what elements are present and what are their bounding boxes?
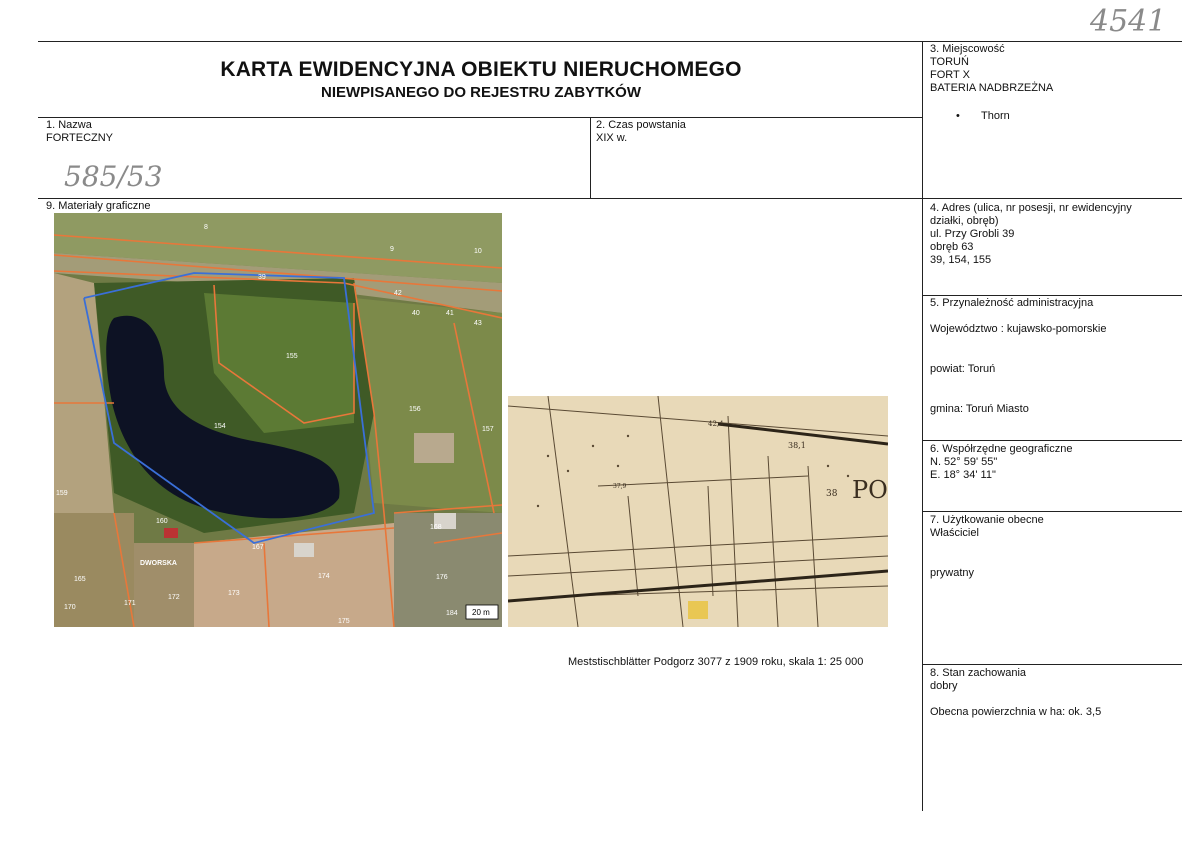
parcel-label: 165 — [74, 576, 86, 583]
parcel-label: 39 — [258, 274, 266, 281]
parcel-label: 42 — [394, 290, 402, 297]
field-address-line: 39, 154, 155 — [930, 254, 992, 266]
parcel-label: 156 — [409, 406, 421, 413]
parcel-label: 40 — [412, 310, 420, 317]
street-label: DWORSKA — [140, 560, 177, 567]
bullet-icon: • — [956, 110, 960, 122]
parcel-label: 43 — [474, 320, 482, 327]
map-caption: Meststischblätter Podgorz 3077 z 1909 roku, skala 1: 25 000 — [568, 656, 864, 668]
field-condition-area: Obecna powierzchnia w ha: ok. 3,5 — [930, 706, 1102, 718]
field-usage-owner-label: Właściciel — [930, 527, 979, 539]
field-locality-line: TORUŃ — [930, 56, 969, 68]
parcel-label: 41 — [446, 310, 454, 317]
map-elevation-label: 38 — [826, 489, 838, 499]
aerial-photo — [54, 213, 502, 627]
parcel-label: 171 — [124, 600, 136, 607]
map-elevation-label: 42,4 — [708, 420, 724, 428]
field-date-label: 2. Czas powstania — [596, 119, 686, 131]
parcel-label: 170 — [64, 604, 76, 611]
top-border — [38, 41, 1182, 42]
field-admin-voivodeship: Województwo : kujawsko-pomorskie — [930, 323, 1107, 335]
parcel-label: 9 — [390, 246, 394, 253]
parcel-label: 155 — [286, 353, 298, 360]
field-admin-county: powiat: Toruń — [930, 363, 996, 375]
column-divider-right — [922, 41, 923, 811]
column-divider-name-date — [590, 117, 591, 198]
field-usage-label: 7. Użytkowanie obecne — [930, 514, 1044, 526]
field-address-line: ul. Przy Grobli 39 — [930, 228, 1015, 240]
header-divider — [38, 117, 922, 118]
divider-4-5 — [922, 295, 1182, 296]
map-elevation-label: 38,1 — [788, 441, 806, 450]
field-coordinates-east: E. 18° 34' 11" — [930, 469, 996, 481]
field-name-value: FORTECZNY — [46, 132, 114, 144]
row-divider — [38, 198, 1182, 199]
field-locality-line: FORT X — [930, 69, 970, 81]
parcel-label: 159 — [56, 490, 68, 497]
field-address-label-2: działki, obręb) — [930, 215, 999, 227]
parcel-label: 175 — [338, 618, 350, 625]
parcel-label: 184 — [446, 610, 458, 617]
map-elevation-label: 37,9 — [613, 483, 627, 490]
divider-7-8 — [922, 664, 1182, 665]
card-title: KARTA EWIDENCYJNA OBIEKTU NIERUCHOMEGO — [220, 58, 742, 81]
field-coordinates-north: N. 52° 59' 55" — [930, 456, 998, 468]
parcel-label: 10 — [474, 248, 482, 255]
historical-map — [508, 396, 888, 627]
parcel-label: 160 — [156, 518, 168, 525]
parcel-label: 174 — [318, 573, 330, 580]
field-condition-state: dobry — [930, 680, 958, 692]
field-graphics-label: 9. Materiały graficzne — [46, 200, 151, 212]
parcel-label: 157 — [482, 426, 494, 433]
parcel-label: 176 — [436, 574, 448, 581]
field-date-value: XIX w. — [596, 132, 628, 144]
divider-5-6 — [922, 440, 1182, 441]
field-admin-label: 5. Przynależność administracyjna — [930, 297, 1094, 309]
parcel-label: 173 — [228, 590, 240, 597]
field-address-line: obręb 63 — [930, 241, 974, 253]
parcel-label: 8 — [204, 224, 208, 231]
map-town-label: PO — [852, 476, 888, 504]
divider-6-7 — [922, 511, 1182, 512]
field-admin-commune: gmina: Toruń Miasto — [930, 403, 1029, 415]
field-locality-historic-name: Thorn — [981, 110, 1010, 122]
card-subtitle: NIEWPISANEGO DO REJESTRU ZABYTKÓW — [320, 84, 642, 101]
parcel-label: 167 — [252, 544, 264, 551]
field-usage-owner: prywatny — [930, 567, 975, 579]
parcel-label: 172 — [168, 594, 180, 601]
field-locality-label: 3. Miejscowość — [930, 43, 1005, 55]
field-coordinates-label: 6. Współrzędne geograficzne — [930, 443, 1073, 455]
field-condition-label: 8. Stan zachowania — [930, 667, 1027, 679]
scale-bar-label: 20 m — [472, 608, 490, 617]
handwritten-number: 4541 — [1090, 4, 1167, 39]
parcel-label: 154 — [214, 423, 226, 430]
handwritten-register-number: 585/53 — [64, 160, 163, 193]
field-address-label: 4. Adres (ulica, nr posesji, nr ewidencyjny — [930, 202, 1132, 214]
parcel-label: 168 — [430, 524, 442, 531]
field-name-label: 1. Nazwa — [46, 119, 92, 131]
field-locality-line: BATERIA NADBRZEŻNA — [930, 82, 1054, 94]
